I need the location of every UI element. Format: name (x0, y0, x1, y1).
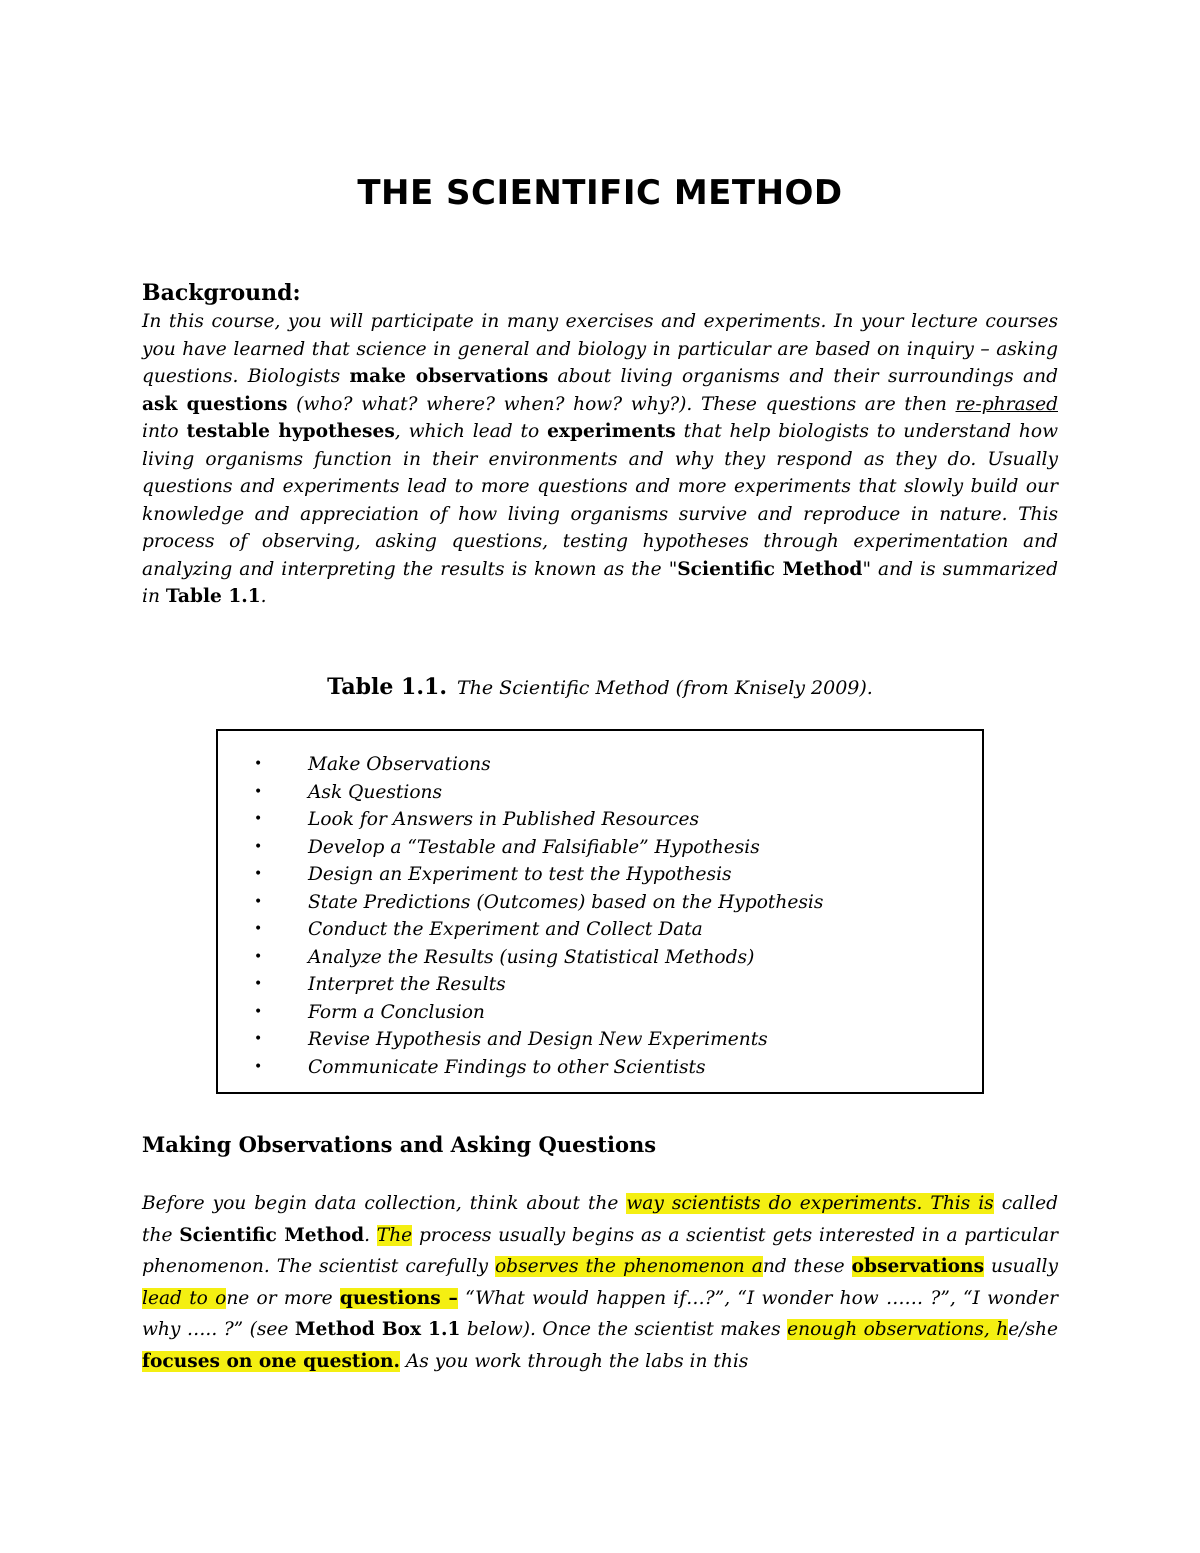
bullet-icon: • (254, 866, 263, 882)
bullet-icon: • (254, 921, 263, 937)
text-run: “What would happen if…?”, “I wonder how …… ?”, “I wonder why ….. ?” (see (142, 1287, 1059, 1340)
bullet-icon: • (254, 1003, 263, 1020)
highlighted-text: enough observations, h (787, 1319, 1009, 1340)
method-step-text: Revise Hypothesis and Design New Experiments (308, 1029, 768, 1050)
method-step-text: State Predictions (Outcomes) based on the Hypothesis (308, 891, 824, 913)
bullet-icon: • (254, 1058, 263, 1075)
text-run: usually (984, 1256, 1058, 1277)
method-step-text: Ask Questions (308, 781, 443, 803)
method-step-item (218, 971, 982, 999)
observations-paragraph (142, 1188, 1058, 1377)
text-run: into (142, 421, 187, 442)
method-step-item (218, 834, 982, 862)
highlighted-bold-term: questions – (339, 1287, 458, 1309)
method-step-text: Make Observations (308, 754, 491, 775)
document-title: THE SCIENTIFIC METHOD (357, 173, 843, 213)
bullet-icon: • (254, 838, 263, 855)
text-run: ne or more (226, 1287, 340, 1309)
method-step-text: Analyze the Results (using Statistical Methods) (308, 946, 755, 968)
text-run: process usually begins as a scientist gets interested in a particular phenomenon. The scientist carefully (142, 1224, 1058, 1277)
bold-term: Scientific Method (677, 558, 863, 580)
text-run: As you work through the labs in this (399, 1350, 749, 1372)
table-caption-number: Table 1.1. (327, 674, 447, 700)
bullet-icon: • (254, 893, 263, 910)
scientific-method-table (216, 729, 984, 1094)
text-run: below). Once the scientist makes (460, 1319, 788, 1340)
text-run: (who? what? where? when? how? why?). These questions are then (287, 393, 956, 415)
bullet-icon: • (254, 756, 263, 772)
table-caption (0, 674, 1200, 700)
method-step-text: Look for Answers in Published Resources (308, 809, 700, 830)
text-run: nd these (762, 1256, 852, 1277)
bullet-icon: • (254, 976, 263, 992)
bullet-icon: • (254, 948, 263, 965)
text-run: that help biologists to understand how living organisms function in their environments and why they respond as they do. Usually questions and experiments lead to more questions and more experiments that slowly build our knowledge and appreciation of how living organisms survive and reproduce in nature. This process of observing, asking questions, testing hypotheses through experimentation and analyzing and interpreting the results is known as the " (142, 421, 1059, 580)
method-step-item (218, 751, 982, 779)
text-run: , which lead to (394, 421, 548, 442)
observations-heading: Making Observations and Asking Questions (142, 1132, 657, 1157)
method-step-item (218, 1054, 982, 1082)
method-step-item (218, 861, 982, 889)
text-run: . (260, 586, 267, 607)
highlighted-text: lead to o (142, 1287, 227, 1309)
method-step-item (218, 916, 982, 944)
method-step-item (218, 806, 982, 834)
method-step-text: Interpret the Results (308, 974, 506, 995)
bullet-icon: • (254, 811, 263, 827)
background-paragraph (142, 308, 1058, 611)
bold-term: Scientific Method (179, 1224, 365, 1246)
text-run: " and is summarized in (142, 558, 1058, 607)
highlighted-text: way scientists do experiments. This is (626, 1193, 994, 1214)
method-step-text: Design an Experiment to test the Hypothesis (308, 864, 732, 885)
bold-term: make observations (349, 366, 549, 387)
bold-term: Method Box 1.1 (294, 1319, 461, 1340)
bullet-icon: • (254, 783, 263, 800)
method-step-item (218, 779, 982, 807)
method-step-item (218, 889, 982, 917)
text-run: Before you begin data collection, think about the (142, 1193, 627, 1214)
table-caption-text: The Scientific Method (from Knisely 2009). (456, 677, 873, 699)
text-run: . (364, 1224, 377, 1246)
text-run: about living organisms and their surroundings and (548, 366, 1058, 387)
method-steps-list (218, 751, 982, 1081)
method-step-item (218, 999, 982, 1027)
text-run: e/she (1008, 1319, 1058, 1340)
text-run: In this course, you will participate in many exercises and experiments. In your lecture courses you have learned that science in general and biology in particular are based on inquiry – asking questions. Biologists (142, 311, 1058, 387)
method-step-text: Conduct the Experiment and Collect Data (308, 919, 703, 940)
method-step-item (218, 1026, 982, 1054)
method-step-text: Develop a “Testable and Falsifiable” Hypothesis (308, 836, 760, 858)
underlined-term: re-phrased (955, 393, 1058, 415)
highlighted-text: observes the phenomenon a (494, 1256, 763, 1277)
highlighted-bold-term: focuses on one question. (142, 1350, 400, 1372)
method-step-item (218, 944, 982, 972)
text-run: called the (142, 1193, 1058, 1246)
highlighted-text: The (376, 1224, 413, 1246)
method-step-text: Form a Conclusion (308, 1001, 485, 1023)
bold-term: Table 1.1 (165, 586, 261, 607)
bold-term: testable hypotheses (186, 421, 395, 442)
bold-term: experiments (547, 421, 676, 442)
background-heading: Background: (142, 280, 301, 306)
highlighted-bold-term: observations (851, 1256, 985, 1277)
bold-term: ask questions (142, 393, 288, 415)
bullet-icon: • (254, 1031, 263, 1047)
method-step-text: Communicate Findings to other Scientists (308, 1056, 706, 1078)
